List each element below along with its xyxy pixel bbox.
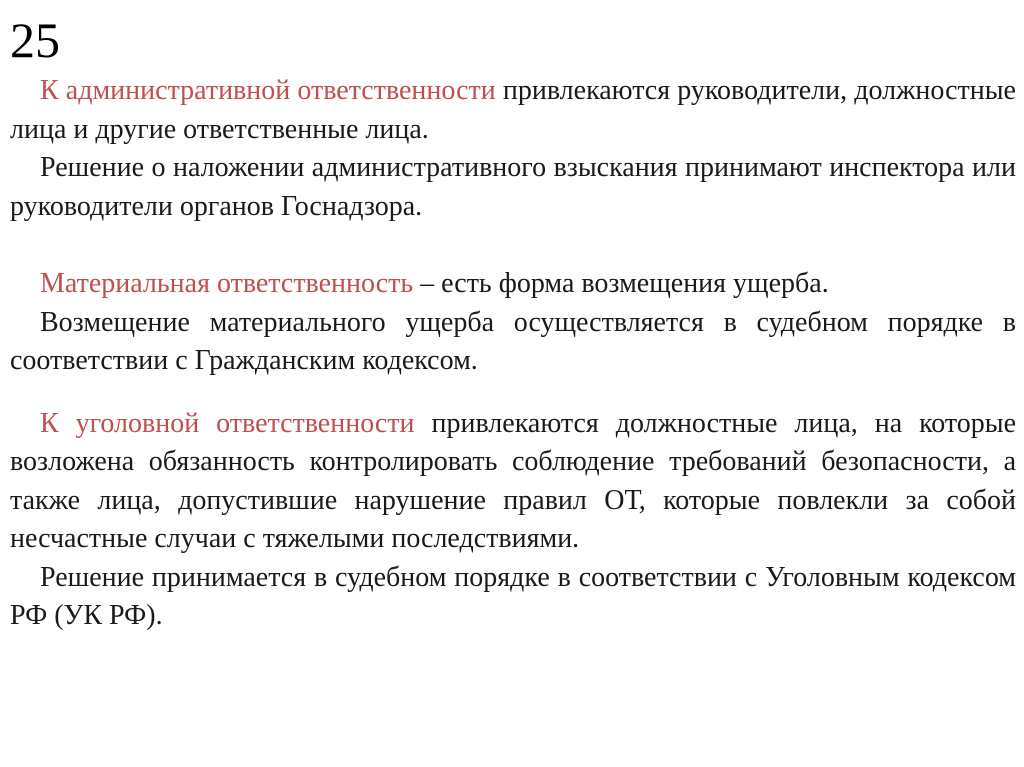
criminal-decision-paragraph: Решение принимается в судебном порядке в соответствии с Уголовным кодексом РФ (УК РФ). (10, 561, 1016, 631)
material-responsibility-paragraph (10, 265, 1016, 304)
material-compensation-paragraph: Возмещение материального ущерба осуществляется в судебном порядке в соответствии с Гражданским кодексом. (10, 306, 1016, 376)
slide-number: 25 (10, 12, 60, 68)
material-responsibility-term: Материальная ответственность (40, 268, 414, 299)
slide-content (10, 72, 1016, 636)
spacer (10, 226, 1016, 265)
criminal-responsibility-term: К уголовной ответственности (40, 407, 415, 439)
admin-decision-paragraph: Решение о наложении административного взыскания принимают инспектора или руководители органов Госнадзора. (10, 152, 1016, 222)
admin-responsibility-term: К административной ответственности (40, 75, 496, 106)
admin-responsibility-paragraph (10, 72, 1016, 149)
spacer (10, 381, 1016, 405)
admin-responsibility-text: привлекаются руководители, должностные лица и другие ответственные лица. (10, 75, 1016, 145)
material-responsibility-text: – есть форма возмещения ущерба. (413, 268, 829, 299)
criminal-responsibility-text: привлекаются должностные лица, на которые возложена обязанность контролировать соблюдение требований безопасности, а также лица, допустившие нарушение правил ОТ, которые повлекли за собой несчастные случаи с тяжелыми последствиями. (10, 407, 1016, 554)
criminal-responsibility-paragraph (10, 405, 1016, 559)
